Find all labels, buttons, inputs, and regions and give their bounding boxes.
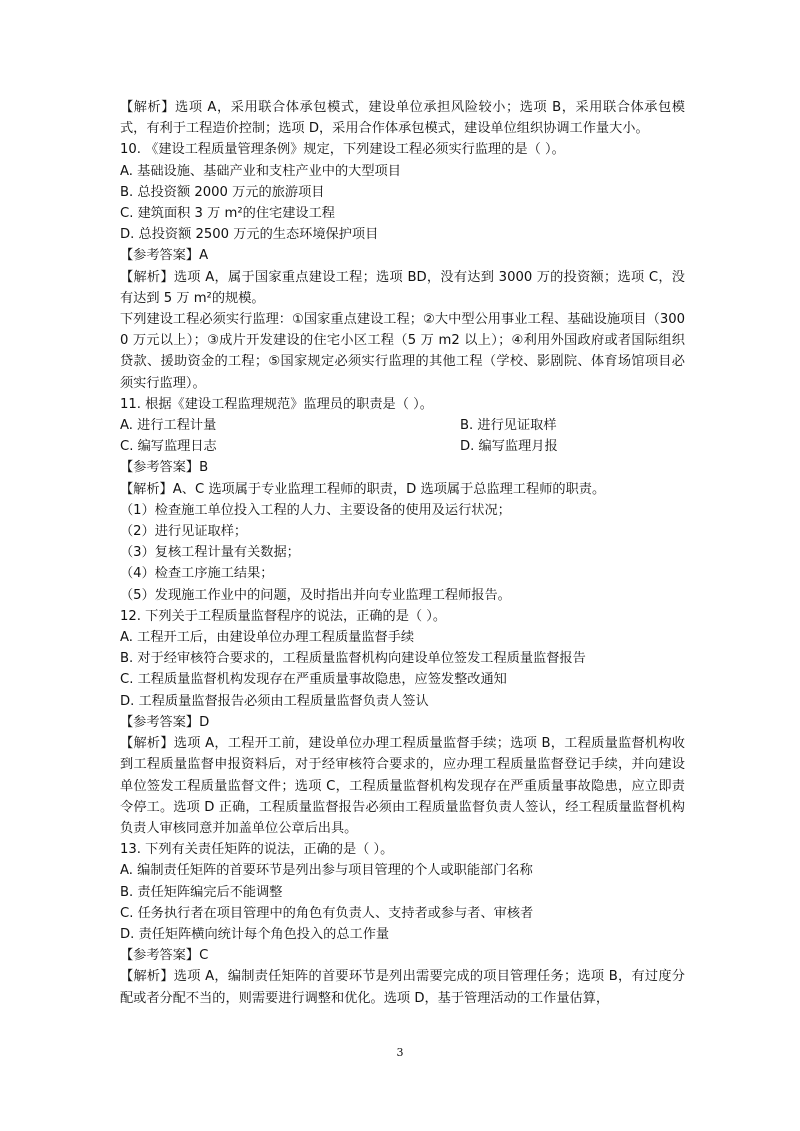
reference-answer: 【参考答案】B (120, 460, 209, 476)
list-item: （4）检查工序施工结果； (120, 566, 274, 582)
option-item: B. 对于经审核符合要求的，工程质量监督机构向建设单位签发工程质量监督报告 (120, 651, 586, 667)
option-item: C. 工程质量监督机构发现存在严重质量事故隐患，应签发整改通知 (120, 672, 507, 688)
option-row (120, 415, 685, 436)
explanation-paragraph: 【解析】选项 A，属于国家重点建设工程；选项 BD，没有达到 3000 万的投资额；选项 C，没有达到 5 万 m²的规模。 (120, 269, 685, 306)
option-item: B. 责任矩阵编完后不能调整 (120, 884, 283, 900)
option-item: C. 建筑面积 3 万 m²的住宅建设工程 (120, 206, 335, 222)
question-stem: 12. 下列关于工程质量监督程序的说法，正确的是（ ）。 (120, 608, 447, 624)
explanation-paragraph: 【解析】选项 A，编制责任矩阵的首要环节是列出需要完成的项目管理任务；选项 B，有过度分配或者分配不当的，则需要进行调整和优化。选项 D，基于管理活动的工作量估算， (120, 969, 685, 1006)
reference-answer: 【参考答案】A (120, 248, 209, 264)
option-item: A. 工程开工后，由建设单位办理工程质量监督手续 (120, 630, 415, 646)
option-item: C. 任务执行者在项目管理中的角色有负责人、支持者或参与者、审核者 (120, 905, 534, 921)
question-stem: 11. 根据《建设工程监理规范》监理员的职责是（ ）。 (120, 396, 433, 412)
explanation-paragraph: 【解析】A、C 选项属于专业监理工程师的职责，D 选项属于总监理工程师的职责。 (120, 481, 606, 497)
option-item: C. 编写监理日志 (120, 439, 217, 455)
list-item: （2）进行见证取样； (120, 524, 248, 540)
option-row (120, 436, 685, 457)
explanation-paragraph: 【解析】选项 A，工程开工前，建设单位办理工程质量监督手续；选项 B，工程质量监督机构收到工程质量监督申报资料后，对于经审核符合要求的，应办理工程质量监督登记手续，并向建设单位签发工程质量监督文件；选项 C，工程质量监督机构发现存在严重质量事故隐患，应立即责令停工。选项 D 正确，工程质量监督报告必须由工程质量监督负责人签认，经工程质量监督机构负责人审核同意并加盖单位公章后出具。 (120, 736, 685, 836)
reference-answer: 【参考答案】C (120, 948, 209, 964)
reference-answer: 【参考答案】D (120, 714, 210, 730)
list-item: （1）检查施工单位投入工程的人力、主要设备的使用及运行状况； (120, 502, 511, 518)
explanation-paragraph: 【解析】选项 A，采用联合体承包模式，建设单位承担风险较小；选项 B，采用联合体承包模式，有利于工程造价控制；选项 D，采用合作体承包模式，建设单位组织协调工作量大小。 (120, 100, 685, 137)
page-number: 3 (396, 1046, 404, 1059)
option-item: D. 总投资额 2500 万元的生态环境保护项目 (120, 227, 379, 243)
option-item: D. 编写监理月报 (460, 439, 558, 455)
question-stem: 10. 《建设工程质量管理条例》规定，下列建设工程必须实行监理的是（ ）。 (120, 142, 565, 158)
option-item: A. 基础设施、基础产业和支柱产业中的大型项目 (120, 163, 401, 179)
option-item: B. 总投资额 2000 万元的旅游项目 (120, 184, 325, 200)
option-item: D. 责任矩阵横向统计每个角色投入的总工作量 (120, 926, 390, 942)
list-item: （5）发现施工作业中的问题，及时指出并向专业监理工程师报告。 (120, 587, 511, 603)
explanation-paragraph: 下列建设工程必须实行监理：①国家重点建设工程；②大中型公用事业工程、基础设施项目（3000 万元以上）；③成片开发建设的住宅小区工程（5 万 m2 以上）；④利用外国政府或者国际组织贷款、援助资金的工程；⑤国家规定必须实行监理的其他工程（学校、影剧院、体育场馆项目必须实行监理）。 (120, 312, 685, 391)
option-item: A. 编制责任矩阵的首要环节是列出参与项目管理的个人或职能部门名称 (120, 863, 533, 879)
option-item: A. 进行工程计量 (120, 418, 217, 434)
list-item: （3）复核工程计量有关数据； (120, 545, 300, 561)
option-item: B. 进行见证取样 (460, 418, 557, 434)
option-item: D. 工程质量监督报告必须由工程质量监督负责人签认 (120, 693, 429, 709)
document-body (120, 97, 685, 1009)
question-stem: 13. 下列有关责任矩阵的说法，正确的是（ ）。 (120, 842, 394, 858)
